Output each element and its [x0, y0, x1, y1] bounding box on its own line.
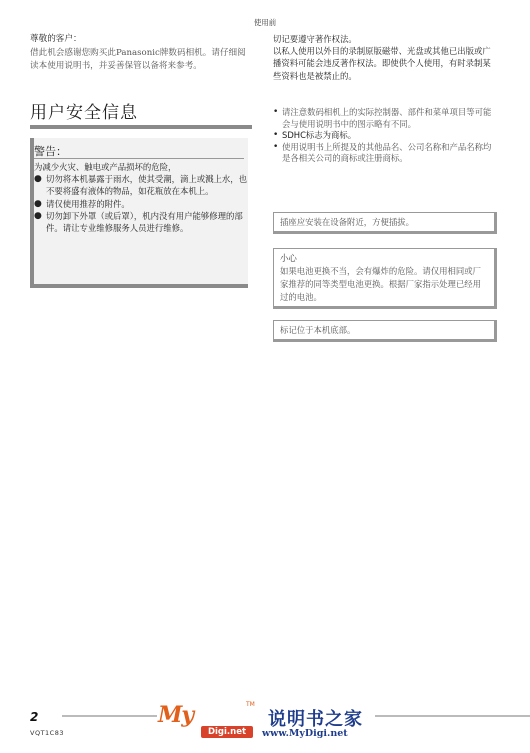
bullet-icon: •	[273, 130, 279, 141]
footer-divider-right	[375, 715, 530, 717]
warning-divider	[34, 158, 244, 159]
copyright-lead: 切记要遵守著作权法。	[273, 34, 357, 44]
note-item: • 请注意数码相机上的实际控制器、部件和菜单项目等可能会与使用说明书中的图示略有不同。	[273, 107, 492, 129]
page-header: 使用前	[253, 18, 277, 27]
bullet-icon: •	[273, 107, 279, 117]
watermark-logo-text: 说明书之家	[268, 709, 363, 730]
caution-box	[273, 248, 497, 309]
footer-divider-left	[62, 715, 157, 717]
socket-notice-box: 插座应安装在设备附近，方便插拔。	[273, 212, 497, 234]
note-item: • SDHC标志为商标。	[273, 130, 357, 141]
warning-heading: 警告：	[34, 145, 67, 158]
warning-item: ● 切勿卸下外罩（或后罩），机内没有用户能够修理的部件。请让专业维修服务人员进行维修。	[34, 210, 243, 234]
watermark-logo-digi: Digi.net	[201, 726, 253, 738]
section-title: 用户安全信息	[30, 103, 138, 123]
caution-heading: 小心	[280, 253, 297, 263]
caution-body: 如果电池更换不当，会有爆炸的危险。请仅用相同或厂家推荐的同等类型电池更换。根据厂家指示处理已经用过的电池。	[280, 266, 481, 302]
note-item: • 使用说明书上所提及的其他品名、公司名称和产品名称均是各相关公司的商标或注册商标。	[273, 141, 492, 164]
section-title-rule	[30, 125, 252, 129]
bullet-icon: ●	[34, 198, 42, 209]
warning-text	[34, 161, 248, 234]
label-location-box: 标记位于本机底部。	[273, 320, 497, 342]
copyright-notice	[273, 33, 497, 82]
notes-list	[273, 107, 497, 165]
watermark-logo-tm: TM	[246, 701, 255, 708]
intro-text: 借此机会感谢您购买此Panasonic牌数码相机。请仔细阅读本使用说明书，并妥善保管以备将来参考。	[30, 47, 246, 72]
greeting	[30, 33, 252, 74]
bullet-icon: ●	[34, 210, 42, 221]
salutation: 尊敬的客户：	[30, 34, 82, 44]
warning-item: ● 切勿将本机暴露于雨水，使其受潮，滴上或溅上水，也不要将盛有液体的物品，如花瓶放在本机上。	[34, 174, 247, 197]
bullet-icon: •	[273, 141, 279, 152]
warning-lead: 为减少火灾、触电或产品损坏的危险，	[34, 162, 177, 172]
copyright-body: 以私人使用以外目的录制原版磁带、光盘或其他已出版或广播资料可能会违反著作权法。即使供个人使用，有时录制某些资料也是被禁止的。	[273, 46, 491, 81]
watermark-logo-my: My	[158, 702, 194, 728]
watermark-url: www.MyDigi.net	[262, 728, 348, 739]
warning-item: ● 请仅使用推荐的附件。	[34, 198, 130, 209]
bullet-icon: ●	[34, 174, 42, 185]
document-code: VQT1C83	[30, 729, 64, 737]
page-number: 2	[30, 710, 39, 724]
